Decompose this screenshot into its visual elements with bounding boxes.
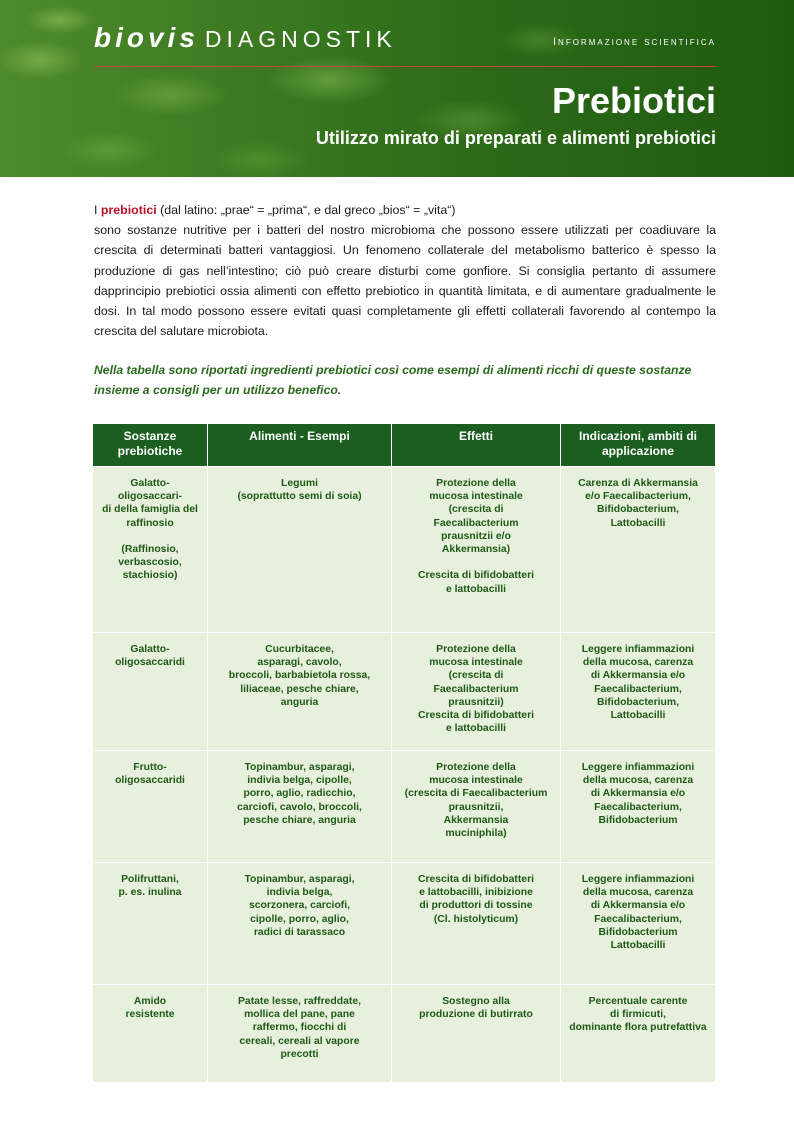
cell-substance: Galatto-oligosaccari- di della famiglia del raffinosio (Raffinosio, verbascosio, stachiosio): [93, 467, 208, 633]
cell-substance: Polifruttani, p. es. inulina: [93, 863, 208, 985]
intro-etymology: (dal latino: „prae“ = „prima“, e dal greco „bios“ = „vita“): [156, 203, 456, 217]
cell-effects: Protezione della mucosa intestinale (crescita di Faecalibacterium prausnitzii, Akkermansia muciniphila): [392, 751, 561, 863]
header-info: Informazione scientifica: [552, 36, 716, 48]
page-subtitle: Utilizzo mirato di preparati e alimenti prebiotici: [315, 128, 716, 148]
cell-effects: Protezione della mucosa intestinale (crescita di Faecalibacterium prausnitzii) Crescita di bifidobatteri e lattobacilli: [392, 633, 561, 751]
cell-indications: Leggere infiammazioni della mucosa, carenza di Akkermansia e/o Faecalibacterium, Bifidobacterium, Lattobacilli: [561, 633, 716, 751]
table-row: [93, 985, 716, 1083]
cell-foods: Patate lesse, raffreddate, mollica del pane, pane raffermo, fiocchi di cereali, cereali al vapore precotti: [208, 985, 392, 1083]
header-banner: [0, 0, 794, 177]
column-header-foods: Alimenti - Esempi: [208, 424, 392, 467]
cell-indications: Carenza di Akkermansia e/o Faecalibacterium, Bifidobacterium, Lattobacilli: [561, 467, 716, 633]
cell-foods: Legumi (soprattutto semi di soia): [208, 467, 392, 633]
intro-prefix: I: [94, 203, 101, 217]
cell-foods: Topinambur, asparagi, indivia belga, scorzonera, carciofi, cipolle, porro, aglio, radici di tarassaco: [208, 863, 392, 985]
cell-substance: Frutto- oligosaccaridi: [93, 751, 208, 863]
cell-substance: Amido resistente: [93, 985, 208, 1083]
intro-first-line: [94, 200, 716, 220]
prebiotics-table: [92, 423, 716, 1083]
table-row: [93, 633, 716, 751]
page-title: Prebiotici: [551, 80, 716, 121]
cell-indications: Leggere infiammazioni della mucosa, carenza di Akkermansia e/o Faecalibacterium, Bifidobacterium: [561, 751, 716, 863]
cell-effects: Protezione della mucosa intestinale (crescita di Faecalibacterium prausnitzii e/o Akkermansia) Crescita di bifidobatteri e lattobacilli: [392, 467, 561, 633]
cell-foods: Cucurbitacee, asparagi, cavolo, broccoli, barbabietola rossa, liliaceae, pesche chiare, anguria: [208, 633, 392, 751]
table-header-row: [93, 424, 716, 467]
table-note: Nella tabella sono riportati ingredienti prebiotici così come esempi di alimenti ricchi di queste sostanze insieme a consigli per un utilizzo benefico.: [94, 363, 692, 397]
cell-effects: Sostegno alla produzione di butirrato: [392, 985, 561, 1083]
cell-effects: Crescita di bifidobatteri e lattobacilli, inibizione di produttori di tossine (Cl. histolyticum): [392, 863, 561, 985]
cell-substance: Galatto- oligosaccaridi: [93, 633, 208, 751]
cell-foods: Topinambur, asparagi, indivia belga, cipolle, porro, aglio, radicchio, carciofi, cavolo, broccoli, pesche chiare, anguria: [208, 751, 392, 863]
intro-highlight: prebiotici: [100, 203, 157, 217]
table-row: [93, 751, 716, 863]
column-header-indications: Indicazioni, ambiti di applicazione: [561, 424, 716, 467]
brand-logo: [94, 22, 397, 54]
brand-name: biovis: [94, 22, 199, 53]
table-row: [93, 467, 716, 633]
intro-paragraph: [94, 200, 716, 341]
header-divider: [94, 66, 716, 67]
cell-indications: Leggere infiammazioni della mucosa, carenza di Akkermansia e/o Faecalibacterium, Bifidobacterium Lattobacilli: [561, 863, 716, 985]
table-row: [93, 863, 716, 985]
brand-suffix: DIAGNOSTIK: [204, 26, 397, 52]
intro-body: sono sostanze nutritive per i batteri del nostro microbioma che possono essere utilizzati per coadiuvare la crescita di determinati batteri vantaggiosi. Un fenomeno collaterale del metabolismo batterico è spesso la produzione di gas nell’intestino; ciò può creare disturbi come gonfiore. Si consiglia pertanto di assumere dapprincipio prebiotici ossia alimenti con effetto prebiotico in quantità limitata, e di aumentare gradualmente le dosi. In tal modo possono essere evitati quasi completamente gli effetti collaterali favorendo al contempo la crescita del salutare microbiota.: [94, 223, 716, 339]
column-header-substances: Sostanze prebiotiche: [93, 424, 208, 467]
column-header-effects: Effetti: [392, 424, 561, 467]
cell-indications: Percentuale carente di firmicuti, dominante flora putrefattiva: [561, 985, 716, 1083]
